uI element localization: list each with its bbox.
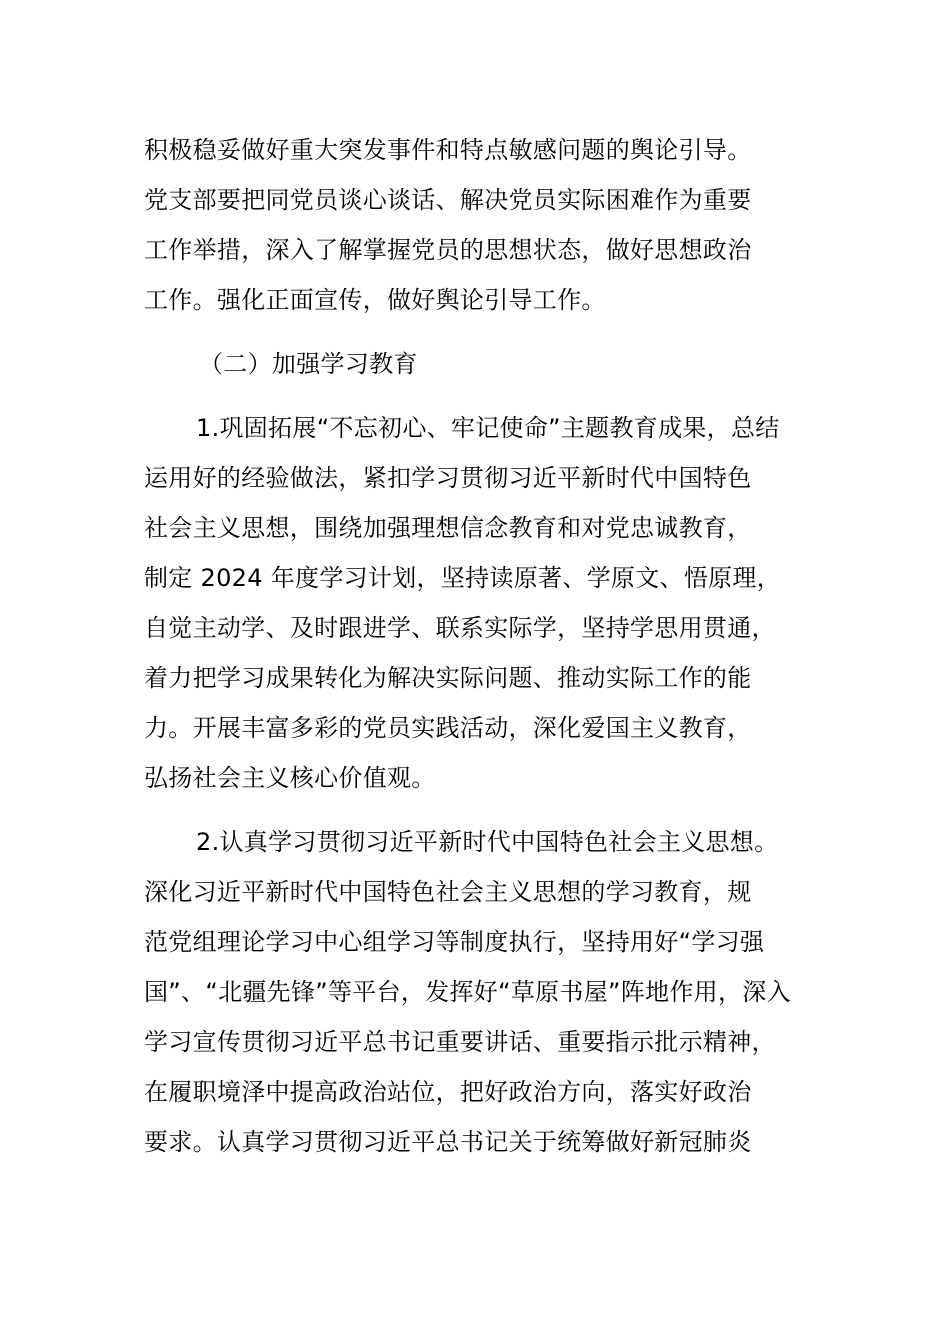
item-1-line-1: 1.巩固拓展“不忘初心、牢记使命”主题教育成果，总结 bbox=[196, 414, 780, 442]
paragraph-2-line-2: 工作举措，深入了解掌握党员的思想状态，做好思想政治 bbox=[144, 236, 752, 264]
item-2-line-3: 范党组理论学习中心组学习等制度执行，坚持用好“学习强 bbox=[144, 928, 765, 956]
item-1-line-3: 社会主义思想，围绕加强理想信念教育和对党忠诚教育， bbox=[144, 514, 752, 542]
item-2-line-5: 学习宣传贯彻习近平总书记重要讲话、重要指示批示精神， bbox=[144, 1028, 776, 1056]
paragraph-2-line-1: 党支部要把同党员谈心谈话、解决党员实际困难作为重要 bbox=[144, 186, 752, 214]
item-2-line-4: 国”、“北疆先锋”等平台，发挥好“草原书屋”阵地作用，深入 bbox=[144, 978, 791, 1006]
paragraph-1-line-1: 积极稳妥做好重大突发事件和特点敏感问题的舆论引导。 bbox=[144, 136, 752, 164]
item-1-line-5: 自觉主动学、及时跟进学、联系实际学，坚持学思用贯通， bbox=[144, 614, 776, 642]
item-1-line-8: 弘扬社会主义核心价值观。 bbox=[144, 764, 436, 792]
paragraph-2-line-3: 工作。强化正面宣传，做好舆论引导工作。 bbox=[144, 286, 606, 314]
item-1-line-7: 力。开展丰富多彩的党员实践活动，深化爱国主义教育， bbox=[144, 714, 752, 742]
item-2-line-1: 2.认真学习贯彻习近平新时代中国特色社会主义思想。 bbox=[196, 828, 779, 856]
section-heading: （二）加强学习教育 bbox=[199, 350, 418, 378]
item-1-line-6: 着力把学习成果转化为解决实际问题、推动实际工作的能 bbox=[144, 664, 752, 692]
item-1-line-4: 制定 2024 年度学习计划，坚持读原著、学原文、悟原理， bbox=[144, 564, 782, 592]
item-2-line-6: 在履职境泽中提高政治站位，把好政治方向，落实好政治 bbox=[144, 1078, 752, 1106]
item-1-line-2: 运用好的经验做法，紧扣学习贯彻习近平新时代中国特色 bbox=[144, 464, 752, 492]
item-2-line-2: 深化习近平新时代中国特色社会主义思想的学习教育，规 bbox=[144, 878, 752, 906]
item-2-line-7: 要求。认真学习贯彻习近平总书记关于统筹做好新冠肺炎 bbox=[144, 1128, 752, 1156]
